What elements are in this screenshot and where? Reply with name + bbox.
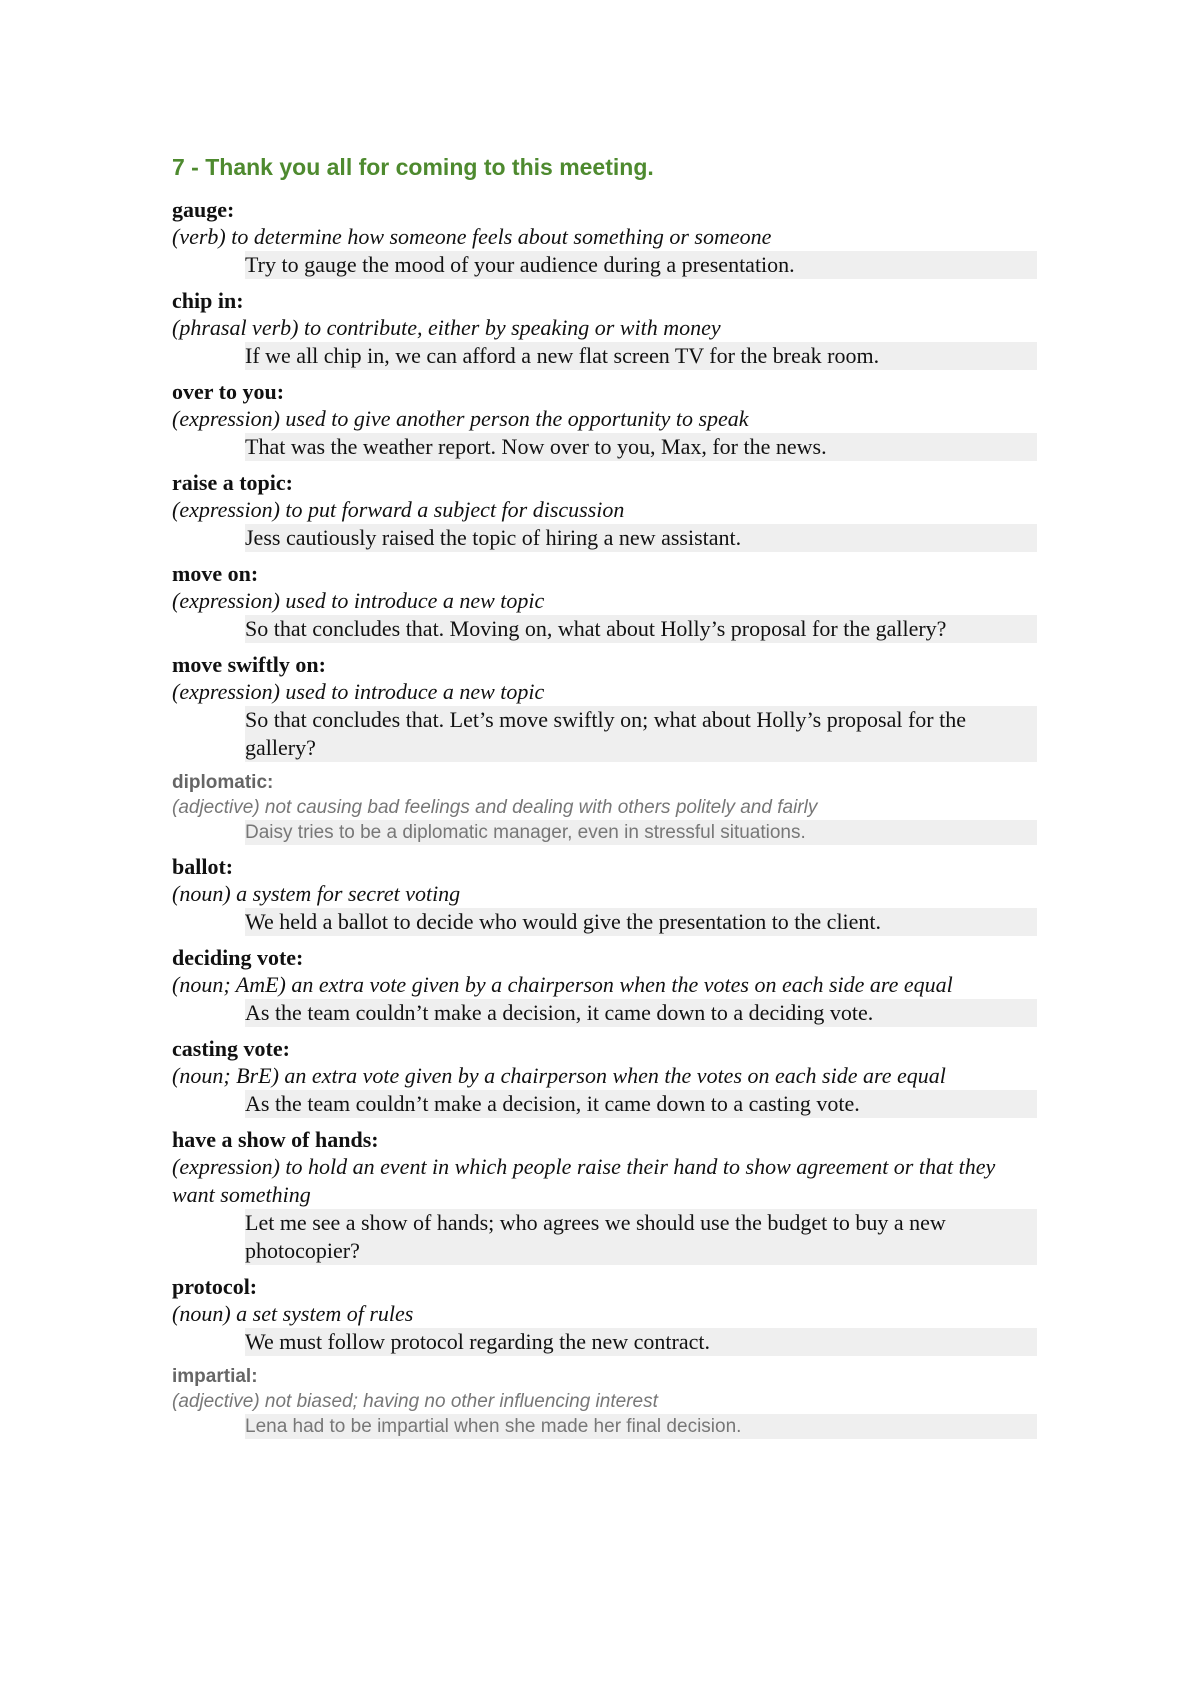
document-page <box>172 150 1037 1447</box>
vocab-term: raise a topic: <box>172 470 293 495</box>
vocab-term: move on: <box>172 561 259 586</box>
vocab-example: As the team couldn’t make a decision, it came down to a casting vote. <box>245 1090 1037 1118</box>
vocab-example: That was the weather report. Now over to you, Max, for the news. <box>245 433 1037 461</box>
vocab-entry <box>172 287 1037 370</box>
vocab-example: So that concludes that. Let’s move swiftly on; what about Holly’s proposal for the gallery? <box>245 706 1037 762</box>
vocab-term: over to you: <box>172 379 285 404</box>
vocab-definition: (expression) used to introduce a new topic <box>172 588 545 613</box>
vocab-example: So that concludes that. Moving on, what about Holly’s proposal for the gallery? <box>245 615 1037 643</box>
vocab-example: Daisy tries to be a diplomatic manager, even in stressful situations. <box>245 820 1037 845</box>
vocab-definition: (noun; BrE) an extra vote given by a chairperson when the votes on each side are equal <box>172 1063 946 1088</box>
vocab-entry <box>172 770 1037 845</box>
vocab-definition: (adjective) not causing bad feelings and dealing with others politely and fairly <box>172 797 818 818</box>
vocab-example: If we all chip in, we can afford a new flat screen TV for the break room. <box>245 342 1037 370</box>
vocab-entry <box>172 1364 1037 1439</box>
vocab-example: Let me see a show of hands; who agrees we should use the budget to buy a new photocopier? <box>245 1209 1037 1265</box>
vocab-term: deciding vote: <box>172 945 304 970</box>
vocab-term: protocol: <box>172 1274 258 1299</box>
vocab-example: We held a ballot to decide who would give the presentation to the client. <box>245 908 1037 936</box>
vocab-term: ballot: <box>172 854 234 879</box>
vocab-entry <box>172 378 1037 461</box>
vocab-definition: (noun; AmE) an extra vote given by a chairperson when the votes on each side are equal <box>172 972 953 997</box>
vocab-example: We must follow protocol regarding the new contract. <box>245 1328 1037 1356</box>
vocab-example: As the team couldn’t make a decision, it came down to a deciding vote. <box>245 999 1037 1027</box>
vocab-definition: (adjective) not biased; having no other influencing interest <box>172 1391 658 1412</box>
vocab-term: impartial: <box>172 1366 258 1387</box>
vocab-definition: (verb) to determine how someone feels about something or someone <box>172 224 772 249</box>
vocab-definition: (noun) a system for secret voting <box>172 881 461 906</box>
vocab-term: gauge: <box>172 197 235 222</box>
vocab-entry <box>172 944 1037 1027</box>
vocab-entry <box>172 853 1037 936</box>
vocab-term: have a show of hands: <box>172 1127 379 1152</box>
vocab-definition: (expression) to hold an event in which people raise their hand to show agreement or that they want something <box>172 1154 996 1207</box>
vocab-entry <box>172 196 1037 279</box>
vocab-definition: (expression) used to introduce a new topic <box>172 679 545 704</box>
vocab-example: Jess cautiously raised the topic of hiring a new assistant. <box>245 524 1037 552</box>
vocab-term: casting vote: <box>172 1036 290 1061</box>
vocab-entry <box>172 560 1037 643</box>
vocab-definition: (expression) to put forward a subject for discussion <box>172 497 625 522</box>
vocab-term: move swiftly on: <box>172 652 326 677</box>
vocab-example: Try to gauge the mood of your audience during a presentation. <box>245 251 1037 279</box>
vocab-definition: (expression) used to give another person the opportunity to speak <box>172 406 749 431</box>
vocabulary-list <box>172 196 1037 1439</box>
vocab-definition: (noun) a set system of rules <box>172 1301 414 1326</box>
vocab-term: chip in: <box>172 288 244 313</box>
vocab-entry <box>172 1273 1037 1356</box>
section-heading: 7 - Thank you all for coming to this meeting. <box>172 154 654 180</box>
vocab-term: diplomatic: <box>172 772 274 793</box>
vocab-definition: (phrasal verb) to contribute, either by speaking or with money <box>172 315 721 340</box>
vocab-entry <box>172 651 1037 762</box>
vocab-entry <box>172 1126 1037 1265</box>
vocab-entry <box>172 469 1037 552</box>
vocab-example: Lena had to be impartial when she made her final decision. <box>245 1414 1037 1439</box>
vocab-entry <box>172 1035 1037 1118</box>
